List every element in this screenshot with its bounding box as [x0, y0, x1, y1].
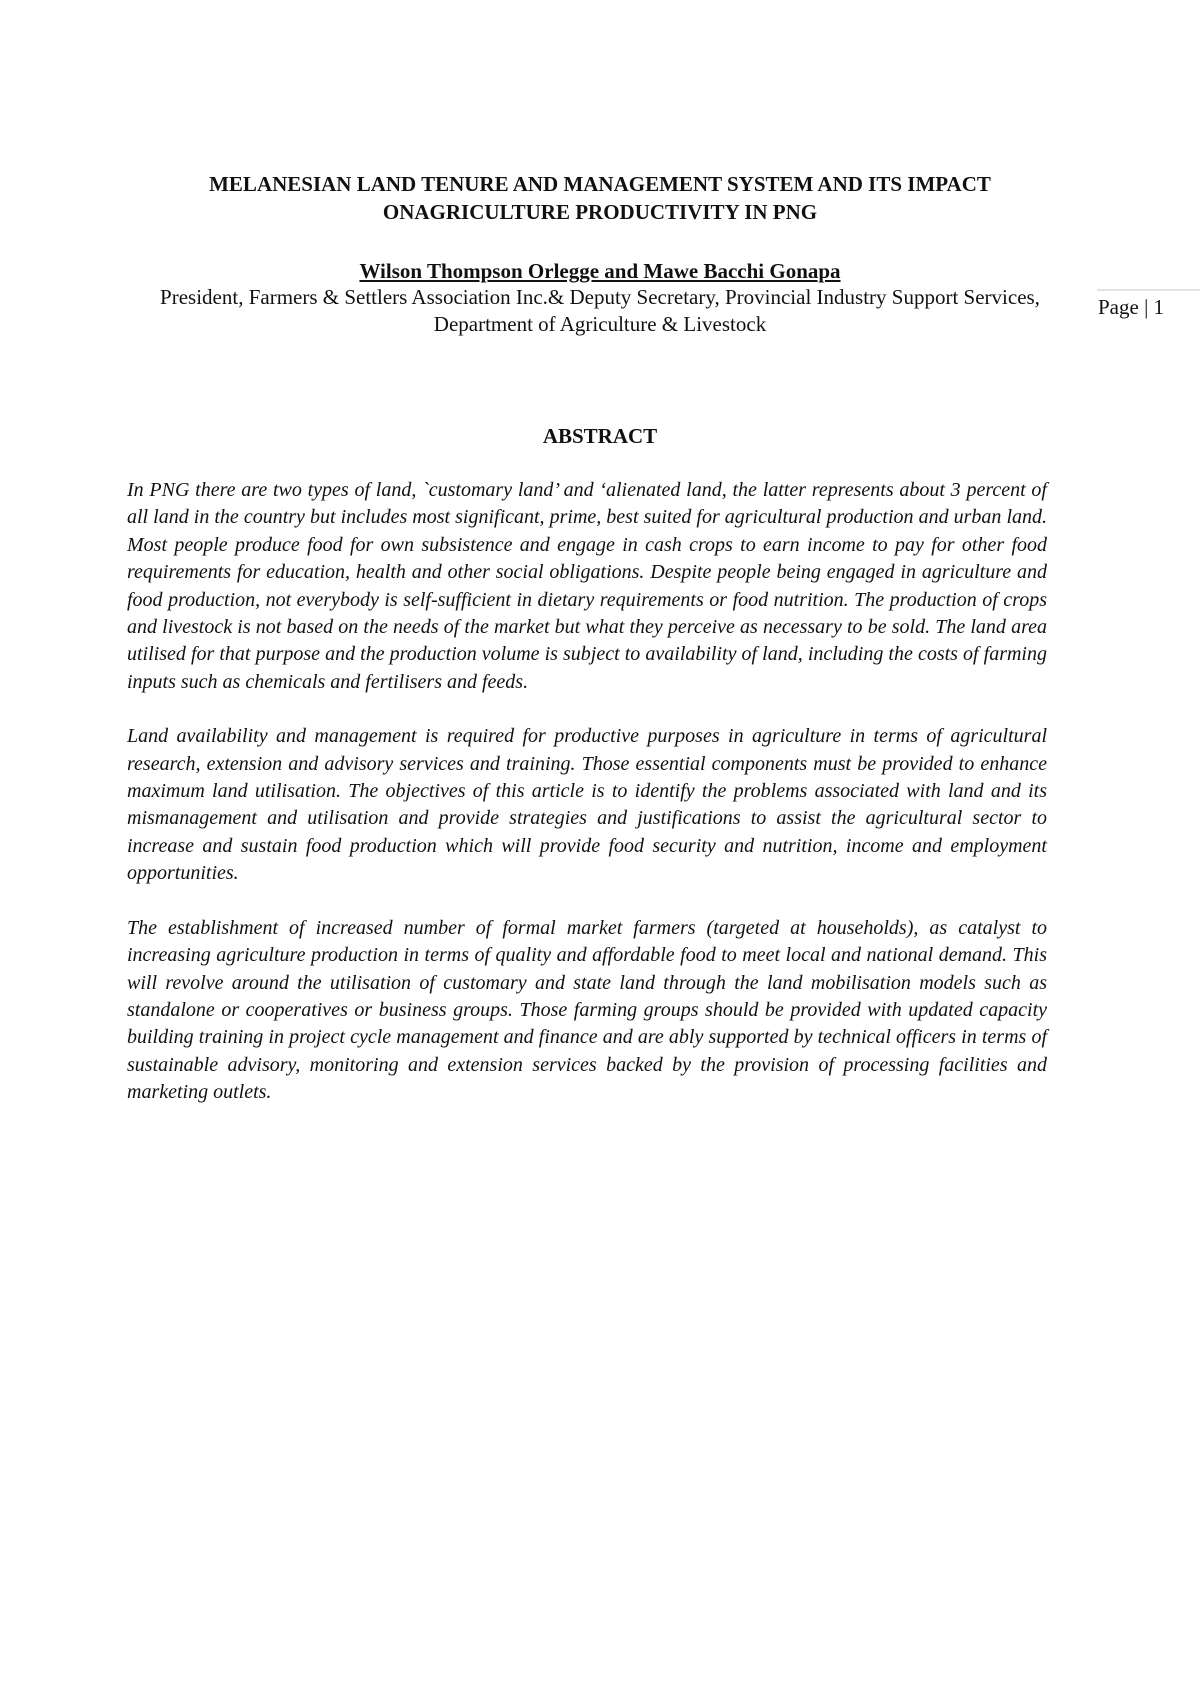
abstract-body	[127, 477, 1047, 1134]
page-number-divider	[1097, 289, 1200, 291]
abstract-paragraph: The establishment of increased number of formal market farmers (targeted at households), as catalyst to increasing agriculture production in terms of quality and affordable food to meet local and national demand. This will revolve around the utilisation of customary and state land through the land mobilisation models such as standalone or cooperatives or business groups. Those farming groups should be provided with updated capacity building training in project cycle management and finance and are ably supported by technical officers in terms of sustainable advisory, monitoring and extension services backed by the provision of processing facilities and marketing outlets.	[127, 916, 1047, 1104]
abstract-heading: ABSTRACT	[542, 424, 658, 448]
page-number: Page | 1	[1098, 295, 1165, 319]
paper-title: MELANESIAN LAND TENURE AND MANAGEMENT SYSTEM AND ITS IMPACT ONAGRICULTURE PRODUCTIVITY IN PNG	[209, 172, 991, 224]
abstract-paragraph: Land availability and management is required for productive purposes in agriculture in terms of agricultural research, extension and advisory services and training. Those essential components must be provided to enhance maximum land utilisation. The objectives of this article is to identify the problems associated with land and its mismanagement and utilisation and provide strategies and justifications to assist the agricultural sector to increase and sustain food production which will provide food security and nutrition, income and employment opportunities.	[127, 725, 1047, 885]
abstract-paragraph: In PNG there are two types of land, `customary land’ and ‘alienated land, the latter represents about 3 percent of all land in the country but includes most significant, prime, best suited for agricultural production and urban land. Most people produce food for own subsistence and engage in cash crops to earn income to pay for other food requirements for education, health and other social obligations. Despite people being engaged in agriculture and food production, not everybody is self-sufficient in dietary requirements or food nutrition. The production of crops and livestock is not based on the needs of the market but what they perceive as necessary to be sold. The land area utilised for that purpose and the production volume is subject to availability of land, including the costs of farming inputs such as chemicals and fertilisers and feeds.	[127, 479, 1047, 693]
author-affiliation: President, Farmers & Settlers Association Inc.& Deputy Secretary, Provincial Industry Support Services, Department of Agriculture & Livestock	[160, 285, 1040, 336]
author-names: Wilson Thompson Orlegge and Mawe Bacchi Gonapa	[359, 259, 841, 283]
